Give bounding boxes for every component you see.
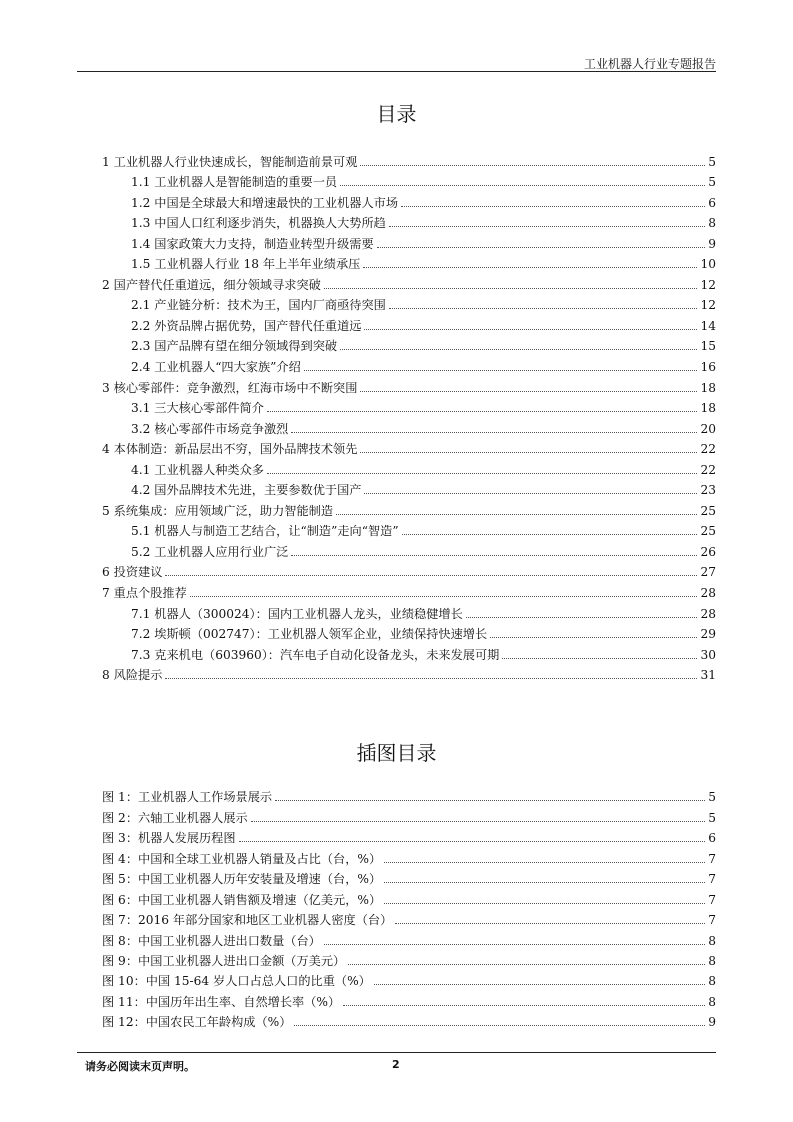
toc-entry-label: 1 工业机器人行业快速成长，智能制造前景可观: [102, 154, 358, 169]
figure-entry-label: 图 4：中国和全球工业机器人销量及占比（台，%）: [102, 851, 382, 866]
toc-entry-page: 15: [700, 339, 716, 354]
dot-leader: [364, 493, 697, 494]
toc-entry-label: 1.3 中国人口红利逐步消失，机器换人大势所趋: [131, 216, 386, 231]
toc-entry-label: 2.3 国产品牌有望在细分领域得到突破: [131, 339, 338, 354]
figure-entry-label: 图 8：中国工业机器人进出口数量（台）: [102, 933, 321, 948]
page-number: 2: [392, 1058, 400, 1071]
footer-disclaimer: 请务必阅读末页声明。: [85, 1060, 195, 1073]
toc-entry-page: 25: [700, 524, 716, 539]
toc-entry-label: 3 核心零部件：竞争激烈，红海市场中不断突围: [102, 380, 358, 395]
toc-entry[interactable]: [102, 271, 716, 292]
toc-entry[interactable]: [102, 333, 716, 354]
toc-entry-page: 28: [700, 606, 716, 621]
toc-entry[interactable]: [102, 374, 716, 395]
toc-entry-page: 23: [700, 483, 716, 498]
toc-entry-page: 10: [700, 257, 716, 272]
figure-entry[interactable]: [102, 907, 716, 927]
toc-entry-label: 1.4 国家政策大力支持，制造业转型升级需要: [131, 236, 374, 251]
toc-entry-page: 31: [700, 668, 716, 683]
dot-leader: [165, 678, 697, 679]
figure-entry-page: 7: [708, 851, 716, 866]
toc-entry-label: 1.2 中国是全球最大和增速最快的工业机器人市场: [131, 195, 399, 210]
toc-entry-label: 3.2 核心零部件市场竞争激烈: [131, 421, 289, 436]
toc-entry-page: 30: [700, 647, 716, 662]
figure-entry-label: 图 11：中国历年出生率、自然增长率（%）: [102, 994, 341, 1009]
figures-title: 插图目录: [356, 741, 437, 765]
toc-entry-label: 7 重点个股推荐: [102, 586, 187, 601]
toc-entry-page: 8: [708, 216, 716, 231]
toc-entry-label: 5 系统集成：应用领域广泛，助力智能制造: [102, 503, 334, 518]
figure-entry-label: 图 1：工业机器人工作场景展示: [102, 790, 273, 805]
toc-entry-page: 28: [700, 586, 716, 601]
dot-leader: [291, 432, 697, 433]
toc-entry-label: 7.2 埃斯顿（002747）：工业机器人领军企业，业绩保持快速增长: [131, 627, 488, 642]
toc-entry[interactable]: [102, 415, 716, 436]
figure-entry-page: 8: [708, 974, 716, 989]
dot-leader: [502, 658, 697, 659]
toc-entry-label: 7.3 克来机电（603960）：汽车电子自动化设备龙头，未来发展可期: [131, 647, 500, 662]
dot-leader: [374, 984, 705, 985]
toc-entry[interactable]: [102, 538, 716, 559]
dot-leader: [267, 473, 698, 474]
figure-entry[interactable]: [102, 927, 716, 947]
dot-leader: [402, 534, 698, 535]
toc-entry[interactable]: [102, 169, 716, 190]
figure-entry-label: 图 7：2016 年部分国家和地区工业机器人密度（台）: [102, 913, 393, 928]
toc-entry[interactable]: [102, 621, 716, 642]
toc-entry-page: 16: [700, 360, 716, 375]
figure-entry-page: 8: [708, 994, 716, 1009]
dot-leader: [275, 800, 705, 801]
toc-entry[interactable]: [102, 353, 716, 374]
figure-entry-label: 图 5：中国工业机器人历年安装量及增速（台，%）: [102, 872, 382, 887]
toc-entry-page: 6: [708, 195, 716, 210]
figure-entry-label: 图 6：中国工业机器人销售额及增速（亿美元，%）: [102, 892, 382, 907]
dot-leader: [336, 514, 697, 515]
toc-entry[interactable]: [102, 662, 716, 683]
toc-entry[interactable]: [102, 230, 716, 251]
dot-leader: [165, 575, 697, 576]
dot-leader: [389, 308, 698, 309]
dot-leader: [490, 637, 697, 638]
toc-entry[interactable]: [102, 518, 716, 539]
toc-entry-page: 14: [700, 318, 716, 333]
toc-entry[interactable]: [102, 210, 716, 231]
toc-entry-label: 2 国产替代任重道远，细分领域寻求突破: [102, 277, 321, 292]
dot-leader: [291, 555, 697, 556]
figures-list: [102, 784, 716, 1029]
header-divider: [77, 71, 716, 72]
toc-entry-page: 5: [708, 154, 716, 169]
toc-entry-page: 20: [700, 421, 716, 436]
figure-entry[interactable]: [102, 948, 716, 968]
toc-entry-page: 12: [700, 277, 716, 292]
dot-leader: [239, 841, 706, 842]
toc-entry[interactable]: [102, 477, 716, 498]
figure-entry-label: 图 3：机器人发展历程图: [102, 831, 236, 846]
toc-entry[interactable]: [102, 436, 716, 457]
dot-leader: [360, 391, 697, 392]
figure-entry-page: 7: [708, 872, 716, 887]
dot-leader: [267, 411, 698, 412]
figure-entry[interactable]: [102, 866, 716, 886]
dot-leader: [294, 1025, 705, 1026]
figure-entry-page: 5: [708, 810, 716, 825]
toc-entry[interactable]: [102, 600, 716, 621]
toc-entry-label: 1.1 工业机器人是智能制造的重要一员: [131, 175, 338, 190]
figure-entry-page: 6: [708, 831, 716, 846]
dot-leader: [324, 944, 705, 945]
toc-entry-label: 4.1 工业机器人种类众多: [131, 462, 264, 477]
figure-entry-page: 7: [708, 913, 716, 928]
figure-entry[interactable]: [102, 825, 716, 845]
toc-entry-page: 22: [700, 462, 716, 477]
figure-entry[interactable]: [102, 968, 716, 988]
dot-leader: [384, 862, 705, 863]
dot-leader: [389, 226, 705, 227]
toc-entry-label: 4.2 国外品牌技术先进，主要参数优于国产: [131, 483, 362, 498]
toc-list: [102, 148, 716, 682]
figure-entry-page: 8: [708, 953, 716, 968]
toc-entry-page: 9: [708, 236, 716, 251]
dot-leader: [384, 903, 705, 904]
figure-entry-label: 图 10：中国 15-64 岁人口占总人口的比重（%）: [102, 974, 371, 989]
toc-entry-label: 2.4 工业机器人“四大家族”介绍: [131, 360, 301, 375]
toc-entry-label: 6 投资建议: [102, 565, 163, 580]
dot-leader: [343, 1005, 705, 1006]
toc-entry[interactable]: [102, 395, 716, 416]
figure-entry-page: 7: [708, 892, 716, 907]
toc-entry-page: 22: [700, 442, 716, 457]
toc-entry-page: 18: [700, 401, 716, 416]
toc-entry-page: 27: [700, 565, 716, 580]
toc-entry-label: 1.5 工业机器人行业 18 年上半年业绩承压: [131, 257, 361, 272]
toc-entry-label: 3.1 三大核心零部件简介: [131, 401, 264, 416]
figure-entry[interactable]: [102, 988, 716, 1008]
toc-entry[interactable]: [102, 148, 716, 169]
toc-entry-page: 18: [700, 380, 716, 395]
toc-entry-label: 5.1 机器人与制造工艺结合，让“制造”走向“智造”: [131, 524, 399, 539]
toc-entry-page: 26: [700, 544, 716, 559]
toc-entry-page: 25: [700, 503, 716, 518]
toc-entry-page: 12: [700, 298, 716, 313]
figure-entry-page: 5: [708, 790, 716, 805]
figure-entry-page: 9: [708, 1015, 716, 1030]
dot-leader: [190, 596, 698, 597]
toc-entry[interactable]: [102, 497, 716, 518]
dot-leader: [348, 964, 705, 965]
toc-title: 目录: [376, 102, 417, 126]
dot-leader: [340, 185, 705, 186]
footer-divider: [77, 1052, 716, 1053]
toc-entry-page: 5: [708, 175, 716, 190]
toc-entry-label: 2.2 外资品牌占据优势，国产替代任重道远: [131, 318, 362, 333]
figure-entry-label: 图 12：中国农民工年龄构成（%）: [102, 1015, 292, 1030]
dot-leader: [324, 288, 698, 289]
dot-leader: [340, 349, 697, 350]
dot-leader: [251, 821, 706, 822]
dot-leader: [360, 452, 697, 453]
toc-entry[interactable]: [102, 292, 716, 313]
figure-entry[interactable]: [102, 784, 716, 804]
toc-entry-label: 8 风险提示: [102, 668, 163, 683]
toc-entry-label: 5.2 工业机器人应用行业广泛: [131, 544, 289, 559]
toc-entry[interactable]: [102, 579, 716, 600]
toc-entry[interactable]: [102, 641, 716, 662]
toc-entry[interactable]: [102, 559, 716, 580]
toc-entry-label: 7.1 机器人（300024）：国内工业机器人龙头，业绩稳健增长: [131, 606, 463, 621]
toc-entry[interactable]: [102, 189, 716, 210]
figure-entry-label: 图 9：中国工业机器人进出口金额（万美元）: [102, 953, 346, 968]
figure-entry[interactable]: [102, 1009, 716, 1029]
figure-entry[interactable]: [102, 845, 716, 865]
figure-entry-label: 图 2：六轴工业机器人展示: [102, 810, 248, 825]
figure-entry-page: 8: [708, 933, 716, 948]
toc-entry-label: 4 本体制造：新品层出不穷，国外品牌技术领先: [102, 442, 358, 457]
dot-leader: [384, 882, 705, 883]
toc-entry-page: 29: [700, 627, 716, 642]
dot-leader: [401, 206, 705, 207]
dot-leader: [363, 267, 697, 268]
toc-entry[interactable]: [102, 251, 716, 272]
toc-entry[interactable]: [102, 312, 716, 333]
toc-entry[interactable]: [102, 456, 716, 477]
figure-entry[interactable]: [102, 886, 716, 906]
dot-leader: [395, 923, 705, 924]
dot-leader: [364, 329, 697, 330]
dot-leader: [377, 247, 706, 248]
dot-leader: [360, 165, 705, 166]
dot-leader: [304, 370, 698, 371]
report-header-title: 工业机器人行业专题报告: [583, 57, 716, 71]
figure-entry[interactable]: [102, 804, 716, 824]
dot-leader: [466, 617, 698, 618]
toc-entry-label: 2.1 产业链分析：技术为王，国内厂商亟待突围: [131, 298, 386, 313]
